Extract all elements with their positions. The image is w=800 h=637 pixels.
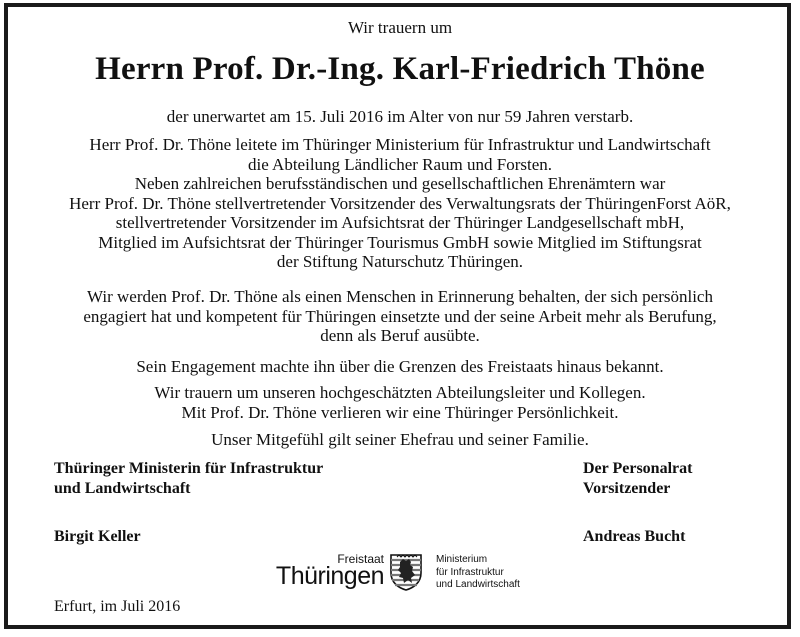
signature-right-title (583, 459, 692, 499)
text-line: die Abteilung Ländlicher Raum und Forsten. (247, 154, 553, 174)
text-line: Mit Prof. Dr. Thöne verlieren wir eine Thüringer Persönlichkeit. (181, 403, 619, 422)
text-line: und Landwirtschaft (436, 579, 520, 590)
remembrance-paragraph (0, 287, 800, 346)
text-line: Herr Prof. Dr. Thöne stellvertretender Vorsitzender des Verwaltungsrats der ThüringenForst AöR, (69, 193, 731, 213)
signature-left-title (54, 459, 323, 499)
text-line: und Landwirtschaft (54, 480, 191, 497)
logo-ministry-name (436, 554, 520, 592)
intro-line: Wir trauern um (347, 18, 453, 37)
signature-right-name: Andreas Bucht (583, 528, 686, 545)
text-line: Vorsitzender (583, 480, 671, 497)
text-line: denn als Beruf ausübte. (320, 326, 480, 345)
place-date: Erfurt, im Juli 2016 (54, 598, 181, 615)
text-line: Wir werden Prof. Dr. Thöne als einen Menschen in Erinnerung behalten, der sich persönlich (87, 287, 713, 306)
text-line: Ministerium (436, 554, 488, 565)
text-line: Mitglied im Aufsichtsrat der Thüringer Tourismus GmbH sowie Mitglied im Stiftungsrat (98, 232, 702, 252)
text-line: Thüringer Ministerin für Infrastruktur (54, 460, 324, 477)
text-line: engagiert hat und kompetent für Thüringen einsetzte und der seine Arbeit mehr als Berufung, (83, 306, 717, 326)
text-line: der Stiftung Naturschutz Thüringen. (276, 252, 524, 271)
text-line: stellvertretender Vorsitzender im Aufsichtsrat der Thüringer Landgesellschaft mbH, (115, 213, 685, 232)
logo-state-name: Thüringen (275, 562, 384, 590)
text-line: Herr Prof. Dr. Thöne leitete im Thüringer Ministerium für Infrastruktur und Landwirtschaft (89, 135, 711, 154)
text-line: für Infrastruktur (436, 566, 504, 578)
ministry-logo (276, 553, 536, 593)
text-line: Neben zahlreichen berufsständischen und gesellschaftlichen Ehrenämtern war (134, 174, 666, 193)
text-line: Der Personalrat (583, 460, 693, 477)
text-line: Wir trauern um unseren hochgeschätzten Abteilungsleiter und Kollegen. (154, 383, 646, 402)
career-paragraph (0, 135, 800, 272)
mourning-paragraph (0, 383, 800, 423)
condolence-paragraph: Unser Mitgefühl gilt seiner Ehefrau und seiner Familie. (211, 430, 589, 449)
thuringia-lion-crest-icon (389, 553, 423, 591)
death-notice: der unerwartet am 15. Juli 2016 im Alter von nur 59 Jahren verstarb. (166, 107, 634, 126)
logo-state-label: Freistaat (337, 552, 384, 566)
signature-left-name: Birgit Keller (54, 528, 141, 545)
engagement-paragraph: Sein Engagement machte ihn über die Grenzen des Freistaats hinaus bekannt. (136, 357, 664, 376)
deceased-name: Herrn Prof. Dr.-Ing. Karl-Friedrich Thöne (95, 51, 705, 87)
